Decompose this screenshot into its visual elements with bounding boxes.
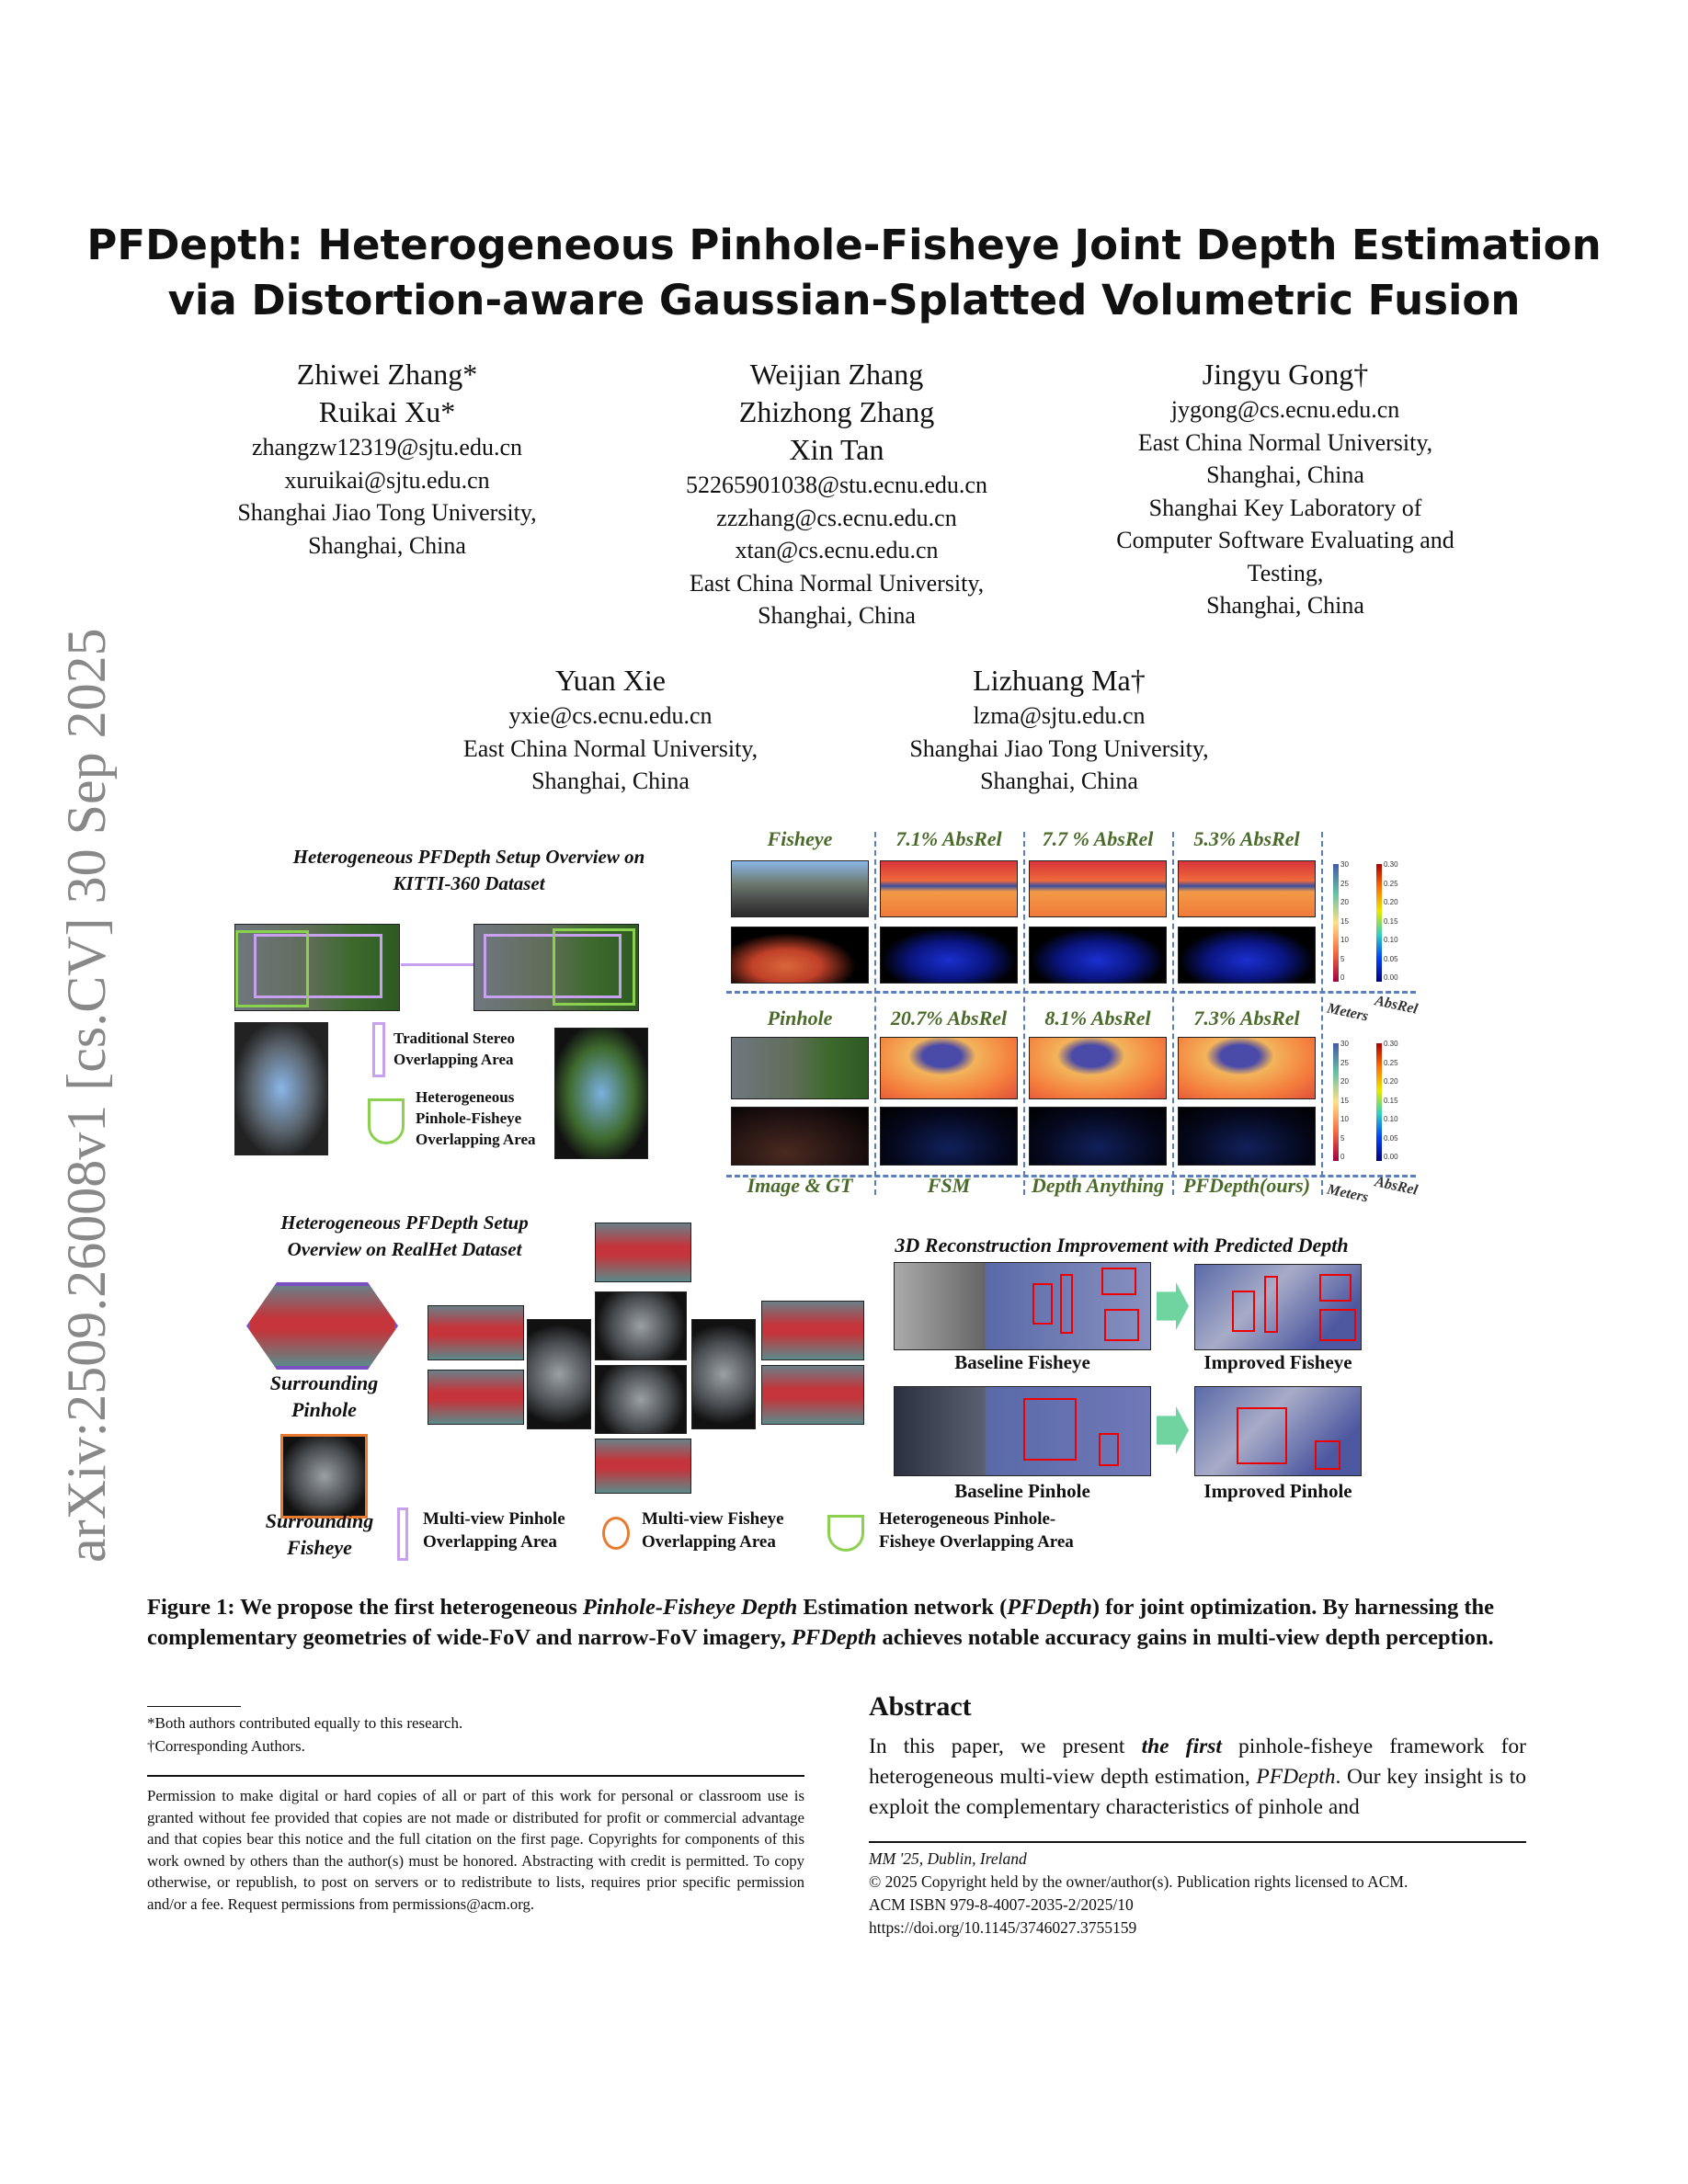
rear-pinhole-image [595, 1439, 691, 1494]
footnote-rule [147, 1706, 241, 1707]
caption-text: Figure 1: We propose the first heterogeneous [147, 1595, 583, 1620]
absrel-tick: 0.15 [1384, 1096, 1398, 1105]
author-affiliation-line: Shanghai, China [758, 602, 916, 629]
abstract-emph: the first [1141, 1735, 1222, 1758]
caption-emph: PFDepth [1007, 1595, 1092, 1620]
absrel-tick: 0.25 [1384, 1058, 1398, 1067]
arxiv-identifier[interactable]: arXiv:2509.26008v1 [cs.CV] 30 Sep 2025 [56, 628, 117, 1563]
meters-tick: 5 [1340, 954, 1345, 963]
hetero-legend-label [416, 1086, 536, 1150]
meters-tick: 0 [1340, 973, 1345, 982]
prediction-map [1178, 927, 1316, 984]
rear-fisheye-image [595, 1365, 687, 1434]
column-label: FSM [927, 1174, 971, 1197]
realhet-title-line: Heterogeneous PFDepth Setup [280, 1211, 529, 1234]
caption-text: achieves notable accuracy gains in multi-view depth perception. [876, 1625, 1494, 1650]
author-affiliation-line: East China Normal University, [1137, 428, 1433, 456]
baseline-fisheye-recon-image [894, 1262, 1151, 1350]
improvement-arrow [1157, 1406, 1189, 1454]
legend-text: Heterogeneous [416, 1088, 515, 1106]
prediction-map [1029, 927, 1167, 984]
input-image [731, 1107, 869, 1166]
prediction-map [880, 927, 1018, 984]
author-entry [1055, 356, 1515, 622]
fisheye-absrel-score: 7.7 % AbsRel [1042, 827, 1154, 850]
realhet-overview-title [248, 1210, 561, 1263]
column-divider [1172, 832, 1174, 1195]
author-affiliation-line: East China Normal University, [689, 569, 985, 597]
left-fisheye-image [527, 1319, 591, 1429]
author-name: Zhizhong Zhang [738, 395, 935, 428]
stereo-legend-icon [372, 1022, 385, 1077]
author-name: Weijian Zhang [749, 358, 924, 391]
author-affiliation-line: Shanghai, China [1206, 592, 1364, 619]
author-affiliation-line: Shanghai Jiao Tong University, [237, 499, 537, 526]
author-affiliation-line: zhangzw12319@sjtu.edu.cn [252, 434, 522, 461]
permission-rule [147, 1775, 804, 1777]
legend-text: Overlapping Area [642, 1532, 776, 1552]
author-name: Zhiwei Zhang* [296, 358, 478, 391]
kitti-title-line: Heterogeneous PFDepth Setup Overview on [292, 846, 645, 868]
column-divider [874, 832, 876, 1195]
surrounding-pinhole-label [248, 1370, 400, 1423]
meters-unit-label: Meters [1325, 1181, 1370, 1206]
title-line-2: via Distortion-aware Gaussian-Splatted Volumetric Fusion [167, 276, 1521, 324]
meters-tick: 20 [1340, 898, 1349, 906]
legend-text: Heterogeneous Pinhole- [879, 1509, 1056, 1529]
legend-text: Overlapping Area [416, 1131, 536, 1148]
hetero-legend-icon [368, 1098, 405, 1144]
figure-caption [147, 1592, 1526, 1653]
absrel-tick: 0.30 [1384, 860, 1398, 869]
hetero-overlap-box [553, 928, 635, 1006]
author-affiliation-line: Shanghai Key Laboratory of [1148, 494, 1422, 521]
author-entry [381, 662, 840, 798]
label-line: Pinhole [291, 1398, 357, 1421]
meters-tick: 20 [1340, 1077, 1349, 1086]
author-name: Ruikai Xu* [318, 395, 456, 428]
paper-title [0, 218, 1688, 328]
author-entry [157, 356, 617, 562]
absrel-tick: 0.10 [1384, 1115, 1398, 1123]
pinhole-absrel-score: 7.3% AbsRel [1193, 1007, 1300, 1029]
kitti-right-fisheye-image [554, 1028, 648, 1159]
column-label: Image & GT [747, 1174, 853, 1197]
meters-tick: 10 [1340, 1115, 1349, 1123]
absrel-unit-label: AbsRel [1373, 993, 1420, 1018]
legend-text: Multi-view Fisheye [642, 1509, 784, 1529]
doi-link[interactable]: https://doi.org/10.1145/3746027.3755159 [869, 1918, 1137, 1937]
fisheye-overlap-legend-label [642, 1507, 784, 1553]
surrounding-pinhole-hexagon [246, 1282, 398, 1370]
kitti-title-line: KITTI-360 Dataset [393, 872, 545, 894]
improved-pinhole-recon-image [1194, 1386, 1362, 1476]
legend-text: Pinhole-Fisheye [416, 1109, 522, 1127]
prediction-map [880, 1037, 1018, 1099]
legend-text: Fisheye Overlapping Area [879, 1532, 1074, 1552]
absrel-unit-label: AbsRel [1373, 1174, 1420, 1199]
column-divider [1321, 832, 1323, 1195]
abstract-emph: PFDepth [1256, 1765, 1336, 1789]
author-affiliation-line: Computer Software Evaluating and [1116, 527, 1454, 553]
input-image [731, 1037, 869, 1099]
pinhole-absrel-score: 20.7% AbsRel [890, 1007, 1008, 1029]
left-front-pinhole-image [428, 1305, 524, 1360]
author-affiliation-line: lzma@sjtu.edu.cn [973, 702, 1146, 729]
conference-venue: MM '25, Dublin, Ireland [869, 1849, 1027, 1868]
meters-tick: 10 [1340, 936, 1349, 944]
isbn-line: ACM ISBN 979-8-4007-2035-2/2025/10 [869, 1895, 1134, 1914]
absrel-tick: 0.05 [1384, 1133, 1398, 1143]
surrounding-fisheye-cube [280, 1434, 368, 1519]
prediction-map [1029, 1107, 1167, 1166]
front-pinhole-image [595, 1223, 691, 1282]
abstract-text: pinhole-fisheye framework for heterogeneous multi-view depth estimation, [869, 1735, 1526, 1789]
kitti-left-pinhole-image [234, 924, 400, 1011]
caption-emph: PFDepth [791, 1625, 877, 1650]
column-label: Depth Anything [1031, 1174, 1165, 1197]
prediction-map [1178, 1107, 1316, 1166]
author-affiliation-line: Testing, [1247, 559, 1324, 586]
legend-text: Traditional Stereo [393, 1029, 516, 1047]
column-divider [1023, 832, 1025, 1195]
author-affiliation-line: xtan@cs.ecnu.edu.cn [735, 537, 939, 563]
permission-notice: Permission to make digital or hard copies of all or part of this work for personal or classroom use is granted without fee provided that copies are not made or distributed for profit or commercial advantage and that copies bear this notice and the full citation on the first page. Copyrights for components of this work owned by others than the author(s) must be honored. Abstracting with credit is permitted. To copy otherwise, or republish, to post on servers or to redistribute to lists, requires prior specific permission and/or a fee. Request permissions from permissions@acm.org. [147, 1787, 804, 1913]
caption-text: Estimation network ( [797, 1595, 1008, 1620]
stereo-arrow [401, 963, 474, 966]
meters-tick: 30 [1340, 860, 1349, 869]
row-divider [726, 1175, 1416, 1177]
author-name: Jingyu Gong† [1202, 358, 1369, 391]
input-image [731, 927, 869, 984]
hetero-overlap-legend-icon [827, 1515, 864, 1552]
absrel-tick: 0.10 [1384, 936, 1398, 944]
caption-emph: Pinhole-Fisheye Depth [582, 1595, 798, 1620]
footnotes [147, 1712, 462, 1757]
meters-tick: 25 [1340, 1058, 1349, 1067]
absrel-tick: 0.30 [1384, 1040, 1398, 1048]
pinhole-overlap-legend-label [423, 1507, 565, 1553]
copyright-line: © 2025 Copyright held by the owner/author(s). Publication rights licensed to ACM. [869, 1872, 1409, 1891]
abstract-heading: Abstract [869, 1691, 972, 1722]
prediction-map [880, 1107, 1018, 1166]
absrel-colorbar [1376, 1043, 1382, 1161]
row-label-fisheye: Fisheye [767, 827, 833, 850]
left-rear-pinhole-image [428, 1370, 524, 1425]
meters-unit-label: Meters [1325, 1000, 1370, 1025]
meters-tick: 30 [1340, 1040, 1349, 1048]
absrel-tick: 0.20 [1384, 1077, 1398, 1086]
meters-tick: 25 [1340, 879, 1349, 888]
absrel-tick: 0.15 [1384, 916, 1398, 926]
footnote-equal-contribution: *Both authors contributed equally to this research. [147, 1714, 463, 1732]
abstract-text: In this paper, we present [869, 1735, 1142, 1758]
row-label-pinhole: Pinhole [767, 1007, 833, 1029]
abstract-text: . Our key insight is to exploit the complementary characteristics of pinhole and [869, 1765, 1526, 1819]
author-affiliation-line: 52265901038@stu.ecnu.edu.cn [686, 472, 987, 498]
row-divider [726, 991, 1416, 994]
surrounding-fisheye-label [244, 1507, 395, 1561]
kitti-overview-title [239, 844, 699, 897]
title-line-1: PFDepth: Heterogeneous Pinhole-Fisheye Joint Depth Estimation [86, 221, 1602, 269]
author-entry [829, 662, 1289, 798]
fisheye-absrel-score: 5.3% AbsRel [1193, 827, 1300, 850]
conference-info [869, 1848, 1526, 1939]
stereo-legend-label [393, 1028, 515, 1070]
absrel-tick: 0.00 [1384, 973, 1398, 982]
abstract-body [869, 1732, 1526, 1823]
baseline-fisheye-label: Baseline Fisheye [954, 1351, 1090, 1373]
improved-fisheye-label: Improved Fisheye [1203, 1351, 1352, 1373]
meters-tick: 15 [1340, 1096, 1349, 1105]
meters-colorbar [1333, 1043, 1339, 1161]
meters-tick: 0 [1340, 1153, 1345, 1161]
meters-tick: 5 [1340, 1133, 1345, 1143]
legend-text: Multi-view Pinhole [423, 1509, 565, 1529]
legend-text: Overlapping Area [423, 1532, 557, 1552]
prediction-map [1178, 860, 1316, 917]
right-front-pinhole-image [761, 1301, 864, 1360]
realhet-title-line: Overview on RealHet Dataset [287, 1238, 522, 1260]
right-fisheye-image [691, 1319, 756, 1429]
absrel-tick: 0.20 [1384, 898, 1398, 906]
author-affiliation-line: Shanghai, China [308, 531, 466, 559]
kitti-right-pinhole-image [473, 924, 639, 1011]
absrel-tick: 0.05 [1384, 954, 1398, 963]
baseline-pinhole-label: Baseline Pinhole [954, 1480, 1090, 1502]
author-name: Lizhuang Ma† [973, 664, 1146, 697]
prediction-map [880, 860, 1018, 917]
hetero-overlap-box [235, 930, 309, 1007]
prediction-map [1029, 1037, 1167, 1099]
author-affiliation-line: jygong@cs.ecnu.edu.cn [1170, 396, 1400, 423]
author-name: Yuan Xie [555, 664, 666, 697]
prediction-map [1029, 860, 1167, 917]
improvement-arrow [1157, 1282, 1189, 1330]
improved-pinhole-label: Improved Pinhole [1203, 1480, 1352, 1502]
footnote-corresponding: †Corresponding Authors. [147, 1737, 305, 1755]
author-affiliation-line: Shanghai Jiao Tong University, [909, 734, 1209, 762]
author-affiliation-line: Shanghai, China [980, 768, 1138, 794]
input-image [731, 860, 869, 917]
absrel-colorbar [1376, 864, 1382, 982]
improved-fisheye-recon-image [1194, 1264, 1362, 1350]
conference-rule [869, 1841, 1526, 1843]
hetero-overlap-legend-label [879, 1507, 1074, 1553]
right-rear-pinhole-image [761, 1365, 864, 1425]
pinhole-absrel-score: 8.1% AbsRel [1044, 1007, 1151, 1029]
column-label: PFDepth(ours) [1182, 1174, 1311, 1197]
author-affiliation-line: yxie@cs.ecnu.edu.cn [508, 702, 713, 729]
front-fisheye-image [595, 1291, 687, 1360]
author-affiliation-line: Shanghai, China [531, 768, 690, 794]
absrel-tick: 0.25 [1384, 879, 1398, 888]
fisheye-absrel-score: 7.1% AbsRel [895, 827, 1002, 850]
prediction-map [1178, 1037, 1316, 1099]
meters-colorbar [1333, 864, 1339, 982]
label-line: Surrounding [269, 1371, 379, 1394]
author-affiliation-line: East China Normal University, [462, 734, 758, 762]
absrel-tick: 0.00 [1384, 1153, 1398, 1161]
author-affiliation-line: xuruikai@sjtu.edu.cn [284, 466, 490, 494]
kitti-left-fisheye-image [234, 1022, 328, 1155]
meters-tick: 15 [1340, 916, 1349, 926]
fisheye-overlap-legend-icon [602, 1517, 630, 1550]
legend-text: Overlapping Area [393, 1051, 514, 1068]
author-affiliation-line: zzzhang@cs.ecnu.edu.cn [716, 504, 957, 531]
label-line: Surrounding [265, 1509, 374, 1532]
author-name: Xin Tan [789, 433, 884, 466]
baseline-pinhole-recon-image [894, 1386, 1151, 1476]
recon-title: 3D Reconstruction Improvement with Predicted Depth [895, 1234, 1349, 1257]
label-line: Fisheye [287, 1536, 352, 1559]
pinhole-overlap-legend-icon [397, 1507, 408, 1561]
caption-text: ) for joint optimization. By harnessing the complementary geometries of wide-FoV and narrow-FoV imagery, [147, 1595, 1494, 1650]
author-entry [607, 356, 1066, 632]
author-affiliation-line: Shanghai, China [1206, 461, 1364, 488]
